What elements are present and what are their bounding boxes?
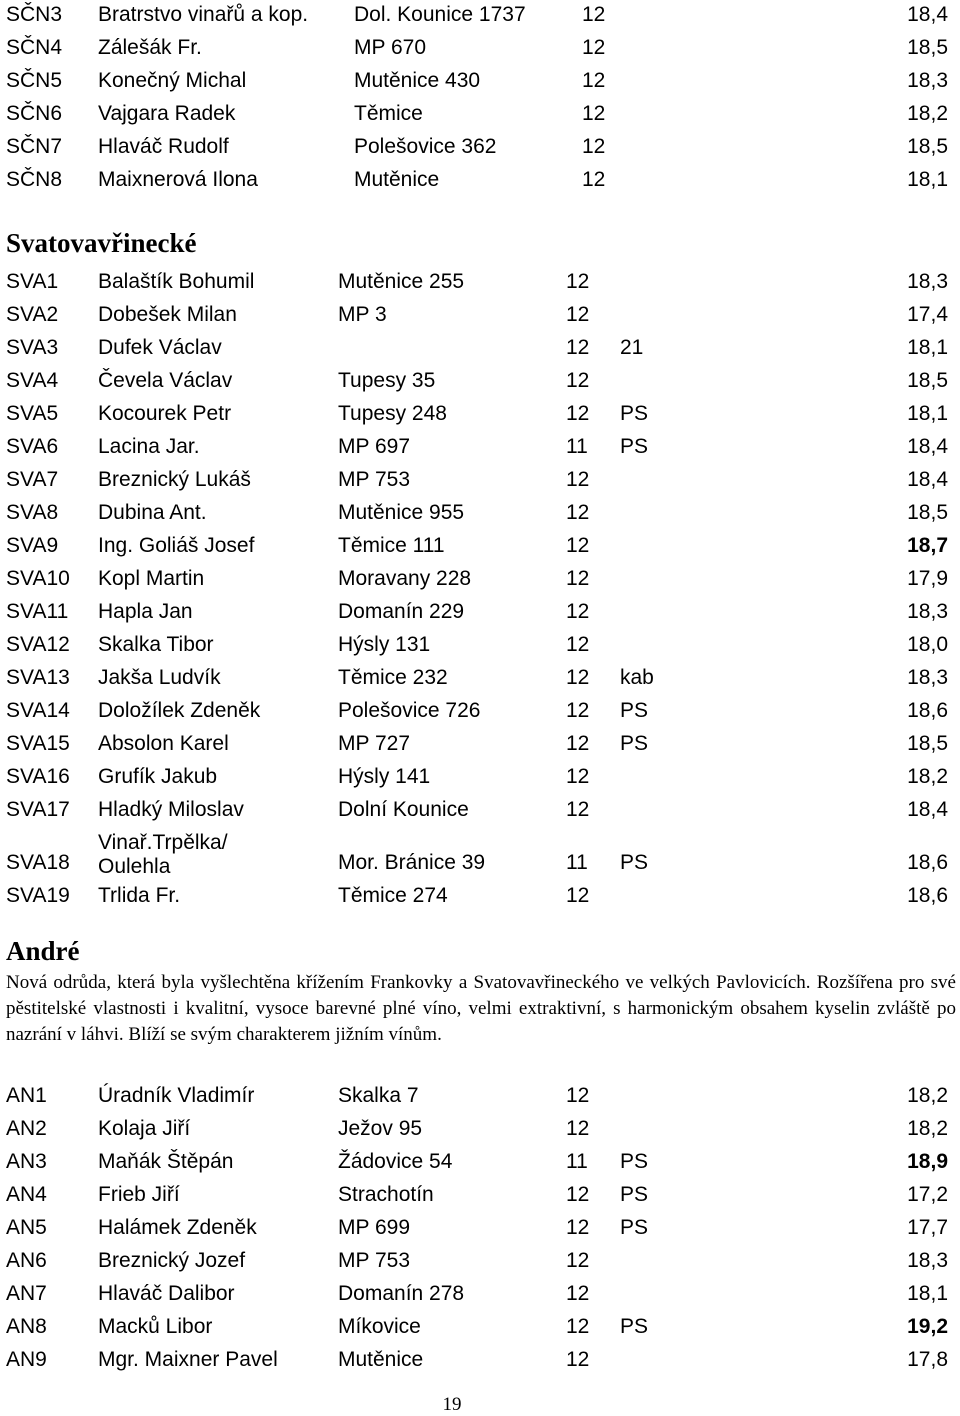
- row-code: SVA17: [6, 798, 70, 821]
- row-code: SČN5: [6, 69, 63, 92]
- row-name: Macků Libor: [98, 1315, 213, 1338]
- row-code: SVA11: [6, 600, 69, 623]
- row-value: 18,7: [907, 534, 948, 557]
- row-place: Domanín 278: [338, 1282, 465, 1305]
- row-count: 12: [566, 798, 590, 821]
- row-value: 18,4: [907, 798, 948, 821]
- row-value: 18,4: [907, 435, 948, 458]
- row-name: Breznický Jozef: [98, 1249, 246, 1272]
- row-place: Těmice: [354, 102, 423, 125]
- row-note: [620, 265, 680, 298]
- row-note: PS: [620, 851, 649, 874]
- row-name: Jakša Ludvík: [98, 666, 221, 689]
- row-name: Frieb Jiří: [98, 1183, 180, 1206]
- row-value: 18,3: [907, 69, 948, 92]
- row-value: 18,9: [907, 1150, 948, 1173]
- row-value: 18,3: [907, 270, 948, 293]
- row-value: 17,7: [907, 1216, 948, 1239]
- row-count: 12: [566, 699, 590, 722]
- row-code: SVA18: [6, 851, 70, 874]
- row-value: 18,5: [907, 732, 948, 755]
- row-count: 11: [566, 851, 588, 874]
- row-name: Hapla Jan: [98, 600, 193, 623]
- row-place: Těmice 111: [338, 534, 445, 557]
- row-code: SVA19: [6, 884, 70, 907]
- row-name: Mgr. Maixner Pavel: [98, 1348, 278, 1371]
- row-code: AN6: [6, 1249, 47, 1272]
- row-value: 18,2: [907, 102, 948, 125]
- table-row: [0, 1310, 960, 1343]
- row-code: AN1: [6, 1084, 47, 1107]
- row-note: PS: [620, 435, 649, 458]
- row-code: SVA8: [6, 501, 59, 524]
- row-note: [620, 298, 680, 331]
- scn-table: [0, 0, 960, 196]
- row-count: 12: [566, 1117, 590, 1140]
- table-row: [0, 694, 960, 727]
- row-place: Skalka 7: [338, 1084, 419, 1107]
- row-code: SVA14: [6, 699, 70, 722]
- row-note: PS: [620, 699, 649, 722]
- row-code: SČN8: [6, 168, 63, 191]
- table-row: [0, 97, 960, 130]
- row-place: [338, 331, 566, 364]
- row-count: 12: [566, 1348, 590, 1371]
- table-row: [0, 1343, 960, 1376]
- row-name: Maixnerová Ilona: [98, 168, 258, 191]
- row-value: 19,2: [907, 1315, 948, 1338]
- row-code: SVA12: [6, 633, 70, 656]
- page-number: 19: [442, 1394, 462, 1415]
- row-place: Strachotín: [338, 1183, 434, 1206]
- table-row: [0, 0, 960, 31]
- row-count: 12: [566, 1216, 590, 1239]
- row-note: PS: [620, 732, 649, 755]
- table-row: [0, 298, 960, 331]
- row-count: 12: [566, 600, 590, 623]
- row-name: Grufík Jakub: [98, 765, 218, 788]
- sva-table: [0, 265, 960, 912]
- row-note: [622, 130, 682, 163]
- row-value: 18,6: [907, 884, 948, 907]
- row-place: MP 670: [354, 36, 426, 59]
- row-name: Trlida Fr.: [98, 884, 181, 907]
- row-name: Úradník Vladimír: [98, 1084, 255, 1107]
- row-name-line: Oulehla: [98, 855, 171, 878]
- row-note: [622, 31, 682, 64]
- row-name-line: Vinař.Trpělka/: [98, 831, 228, 854]
- table-row: [0, 826, 960, 879]
- row-count: 12: [566, 1084, 590, 1107]
- table-row: [0, 331, 960, 364]
- row-place: Tupesy 248: [338, 402, 447, 425]
- table-row: [0, 628, 960, 661]
- row-name: Hlaváč Rudolf: [98, 135, 229, 158]
- table-row: [0, 1145, 960, 1178]
- row-code: SVA4: [6, 369, 59, 392]
- row-value: 18,4: [907, 3, 948, 26]
- row-note: 21: [620, 336, 644, 359]
- row-value: 17,4: [907, 303, 948, 326]
- row-code: SVA2: [6, 303, 59, 326]
- row-code: AN5: [6, 1216, 47, 1239]
- row-count: 12: [566, 336, 590, 359]
- row-count: 12: [566, 270, 590, 293]
- row-note: [620, 463, 680, 496]
- row-value: 18,5: [907, 135, 948, 158]
- row-name: Dobešek Milan: [98, 303, 237, 326]
- row-count: 12: [566, 765, 590, 788]
- row-count: 11: [566, 1150, 588, 1173]
- row-code: AN3: [6, 1150, 47, 1173]
- row-note: [620, 760, 680, 793]
- row-count: 12: [566, 666, 590, 689]
- row-place: Mutěnice 255: [338, 270, 465, 293]
- row-value: 17,8: [907, 1348, 948, 1371]
- row-code: SČN4: [6, 36, 63, 59]
- row-name: Lacina Jar.: [98, 435, 200, 458]
- row-place: Ježov 95: [338, 1117, 423, 1140]
- table-row: [0, 793, 960, 826]
- row-code: SVA7: [6, 468, 59, 491]
- row-place: Žádovice 54: [338, 1150, 453, 1173]
- row-value: 18,3: [907, 600, 948, 623]
- row-code: SVA13: [6, 666, 70, 689]
- andre-table-body: [0, 1079, 960, 1376]
- row-note: [620, 595, 680, 628]
- row-count: 12: [566, 369, 590, 392]
- row-place: Hýsly 131: [338, 633, 431, 656]
- table-row: [0, 430, 960, 463]
- row-code: SVA15: [6, 732, 70, 755]
- row-name: Kopl Martin: [98, 567, 205, 590]
- row-count: 12: [566, 884, 590, 907]
- row-value: 17,2: [907, 1183, 948, 1206]
- row-place: Dol. Kounice 1737: [354, 3, 526, 26]
- table-row: [0, 130, 960, 163]
- row-count: 12: [582, 102, 606, 125]
- table-row: [0, 364, 960, 397]
- row-value: 18,6: [907, 851, 948, 874]
- scn-table-body: [0, 0, 960, 196]
- row-note: [620, 364, 680, 397]
- row-note: PS: [620, 1315, 649, 1338]
- table-row: [0, 163, 960, 196]
- table-row: [0, 64, 960, 97]
- row-value: 18,4: [907, 468, 948, 491]
- row-name: Kocourek Petr: [98, 402, 232, 425]
- row-name: Vajgara Radek: [98, 102, 236, 125]
- row-name: Hladký Miloslav: [98, 798, 244, 821]
- row-code: SČN6: [6, 102, 63, 125]
- row-place: Domanín 229: [338, 600, 465, 623]
- row-value: 18,1: [907, 1282, 948, 1305]
- row-note: [620, 1079, 680, 1112]
- row-value: 18,5: [907, 36, 948, 59]
- row-count: 12: [566, 501, 590, 524]
- table-row: [0, 463, 960, 496]
- row-code: AN8: [6, 1315, 47, 1338]
- row-code: SČN3: [6, 3, 63, 26]
- row-place: Moravany 228: [338, 567, 472, 590]
- row-count: 12: [566, 402, 590, 425]
- row-place: MP 753: [338, 468, 410, 491]
- row-place: Polešovice 362: [354, 135, 497, 158]
- row-name: Dufek Václav: [98, 336, 222, 359]
- row-place: Dolní Kounice: [338, 798, 469, 821]
- row-count: 12: [566, 468, 590, 491]
- row-place: Mutěnice: [338, 1348, 424, 1371]
- row-name: Maňák Štěpán: [98, 1150, 234, 1173]
- table-row: [0, 1112, 960, 1145]
- row-code: SVA10: [6, 567, 70, 590]
- row-name: Doložílek Zdeněk: [98, 699, 261, 722]
- row-code: AN2: [6, 1117, 47, 1140]
- row-place: Mutěnice 955: [338, 501, 465, 524]
- row-place: Polešovice 726: [338, 699, 481, 722]
- row-code: SVA16: [6, 765, 70, 788]
- row-name: Skalka Tibor: [98, 633, 214, 656]
- row-name: Kolaja Jiří: [98, 1117, 191, 1140]
- table-row: [0, 1244, 960, 1277]
- row-count: 12: [582, 135, 606, 158]
- row-place: MP 699: [338, 1216, 410, 1239]
- row-note: [620, 793, 680, 826]
- row-value: 18,2: [907, 1117, 948, 1140]
- row-note: PS: [620, 402, 649, 425]
- row-place: MP 3: [338, 303, 387, 326]
- row-name: Breznický Lukáš: [98, 468, 251, 491]
- table-row: [0, 727, 960, 760]
- row-code: SVA1: [6, 270, 59, 293]
- sva-table-body: [0, 265, 960, 912]
- row-note: [620, 1277, 680, 1310]
- row-count: 12: [566, 1183, 590, 1206]
- table-row: [0, 879, 960, 912]
- row-place: Tupesy 35: [338, 369, 436, 392]
- row-value: 18,2: [907, 765, 948, 788]
- row-value: 18,2: [907, 1084, 948, 1107]
- table-row: [0, 1277, 960, 1310]
- row-place: Mor. Bránice 39: [338, 851, 486, 874]
- row-name: Halámek Zdeněk: [98, 1216, 257, 1239]
- row-note: PS: [620, 1183, 649, 1206]
- row-count: 12: [566, 567, 590, 590]
- row-name: Čevela Václav: [98, 369, 233, 392]
- row-name: Absolon Karel: [98, 732, 229, 755]
- row-place: Těmice 274: [338, 884, 448, 907]
- row-value: 18,3: [907, 1249, 948, 1272]
- row-place: Míkovice: [338, 1315, 421, 1338]
- row-place: Mutěnice 430: [354, 69, 481, 92]
- row-name: Balaštík Bohumil: [98, 270, 255, 293]
- row-code: SVA9: [6, 534, 59, 557]
- row-name: Bratrstvo vinařů a kop.: [98, 3, 309, 26]
- row-place: Mutěnice: [354, 168, 440, 191]
- row-count: 11: [566, 435, 588, 458]
- row-note: PS: [620, 1150, 649, 1173]
- row-count: 12: [566, 1315, 590, 1338]
- section-heading-svatovavrinecke: Svatovavřinecké: [6, 228, 197, 258]
- table-row: [0, 397, 960, 430]
- row-note: [622, 163, 682, 196]
- row-code: AN9: [6, 1348, 47, 1371]
- row-count: 12: [566, 1249, 590, 1272]
- andre-table: [0, 1079, 960, 1376]
- row-count: 12: [566, 1282, 590, 1305]
- table-row: [0, 760, 960, 793]
- row-code: SVA6: [6, 435, 59, 458]
- row-count: 12: [566, 732, 590, 755]
- row-name: Hlaváč Dalibor: [98, 1282, 235, 1305]
- row-name: Dubina Ant.: [98, 501, 207, 524]
- table-row: [0, 31, 960, 64]
- row-note: [622, 97, 682, 130]
- row-count: 12: [582, 3, 606, 26]
- row-count: 12: [582, 69, 606, 92]
- row-note: [620, 1244, 680, 1277]
- row-note: kab: [620, 666, 654, 689]
- row-note: [620, 496, 680, 529]
- row-name: [98, 826, 338, 879]
- table-row: [0, 1211, 960, 1244]
- row-note: [620, 529, 680, 562]
- row-note: [620, 879, 680, 912]
- row-count: 12: [566, 633, 590, 656]
- table-row: [0, 595, 960, 628]
- row-name: Zálešák Fr.: [98, 36, 202, 59]
- row-count: 12: [566, 303, 590, 326]
- row-place: MP 727: [338, 732, 410, 755]
- table-row: [0, 265, 960, 298]
- row-code: SČN7: [6, 135, 63, 158]
- table-row: [0, 496, 960, 529]
- row-value: 18,1: [907, 168, 948, 191]
- row-count: 12: [582, 36, 606, 59]
- section-heading-andre: André: [6, 936, 80, 966]
- row-note: PS: [620, 1216, 649, 1239]
- row-note: [620, 1112, 680, 1145]
- row-value: 18,5: [907, 369, 948, 392]
- row-value: 18,3: [907, 666, 948, 689]
- table-row: [0, 1079, 960, 1112]
- row-note: [620, 628, 680, 661]
- row-note: [620, 1343, 680, 1376]
- row-count: 12: [582, 168, 606, 191]
- row-note: [620, 562, 680, 595]
- row-code: SVA5: [6, 402, 59, 425]
- row-value: 18,1: [907, 336, 948, 359]
- row-value: 18,5: [907, 501, 948, 524]
- table-row: [0, 661, 960, 694]
- row-place: Těmice 232: [338, 666, 448, 689]
- row-code: AN4: [6, 1183, 47, 1206]
- row-value: 18,0: [907, 633, 948, 656]
- row-place: MP 697: [338, 435, 410, 458]
- row-place: MP 753: [338, 1249, 410, 1272]
- row-code: SVA3: [6, 336, 59, 359]
- table-row: [0, 529, 960, 562]
- table-row: [0, 1178, 960, 1211]
- row-value: 17,9: [907, 567, 948, 590]
- row-name: Ing. Goliáš Josef: [98, 534, 255, 557]
- row-name: Konečný Michal: [98, 69, 247, 92]
- row-note: [622, 0, 682, 31]
- andre-description: Nová odrůda, která byla vyšlechtěna křížením Frankovky a Svatovavřineckého ve velkých Pavlovicích. Rozšířena pro své pěstitelské vlastnosti i kvalitní, vysoce barevné plné víno, velmi extraktivní, s harmonickým obsahem kyselin zvláště po nazrání v láhvi. Blíží se svým charakterem jižním vínům.: [6, 972, 956, 1045]
- row-note: [622, 64, 682, 97]
- row-place: Hýsly 141: [338, 765, 431, 788]
- row-value: 18,1: [907, 402, 948, 425]
- row-value: 18,6: [907, 699, 948, 722]
- row-code: AN7: [6, 1282, 47, 1305]
- row-count: 12: [566, 534, 590, 557]
- table-row: [0, 562, 960, 595]
